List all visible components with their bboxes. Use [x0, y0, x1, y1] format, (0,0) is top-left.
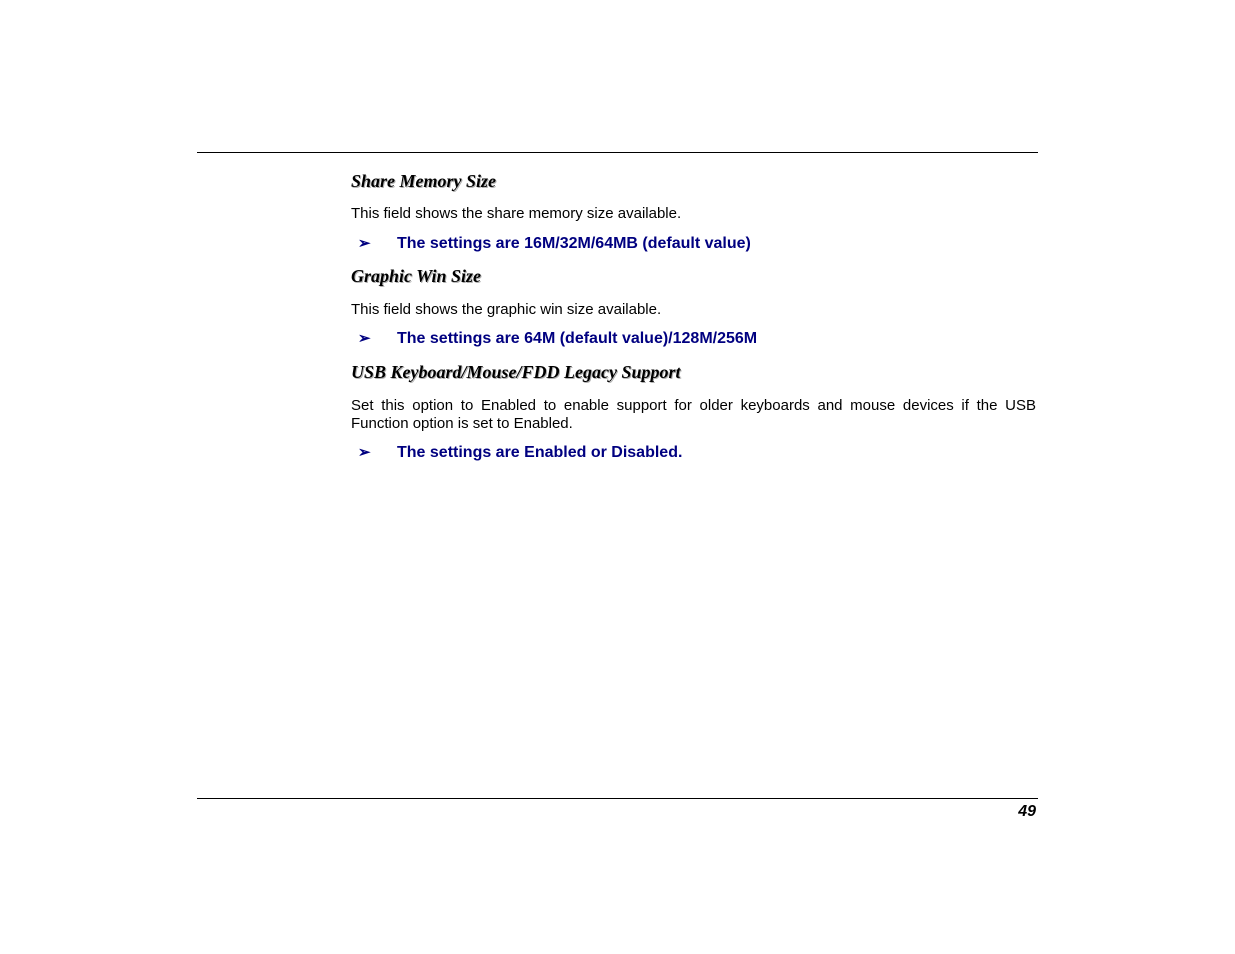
setting-line [351, 234, 1036, 254]
setting-text: The settings are 16M/32M/64MB (default value) [397, 235, 751, 252]
setting-line [351, 443, 1036, 463]
setting-line [351, 329, 1036, 349]
section-share-memory-size [351, 170, 1036, 254]
setting-text: The settings are Enabled or Disabled. [397, 444, 683, 461]
arrow-bullet-icon: ➢ [358, 235, 371, 252]
header-rule [197, 152, 1038, 153]
section-description: This field shows the graphic win size available. [351, 301, 662, 318]
section-graphic-win-size [351, 265, 1036, 349]
section-description: Set this option to Enabled to enable support for older keyboards and mouse devices if the USB Function option is set to Enabled. [351, 397, 1036, 432]
section-heading: Graphic Win Size [351, 266, 482, 286]
footer-rule [197, 798, 1038, 799]
arrow-bullet-icon: ➢ [358, 444, 371, 461]
section-heading: USB Keyboard/Mouse/FDD Legacy Support [351, 362, 681, 382]
setting-text: The settings are 64M (default value)/128M/256M [397, 330, 758, 347]
section-description: This field shows the share memory size available. [351, 205, 682, 222]
section-heading: Share Memory Size [351, 171, 497, 191]
section-usb-legacy-support [351, 361, 1036, 463]
arrow-bullet-icon: ➢ [358, 330, 371, 347]
page-number: 49 [1018, 803, 1036, 820]
